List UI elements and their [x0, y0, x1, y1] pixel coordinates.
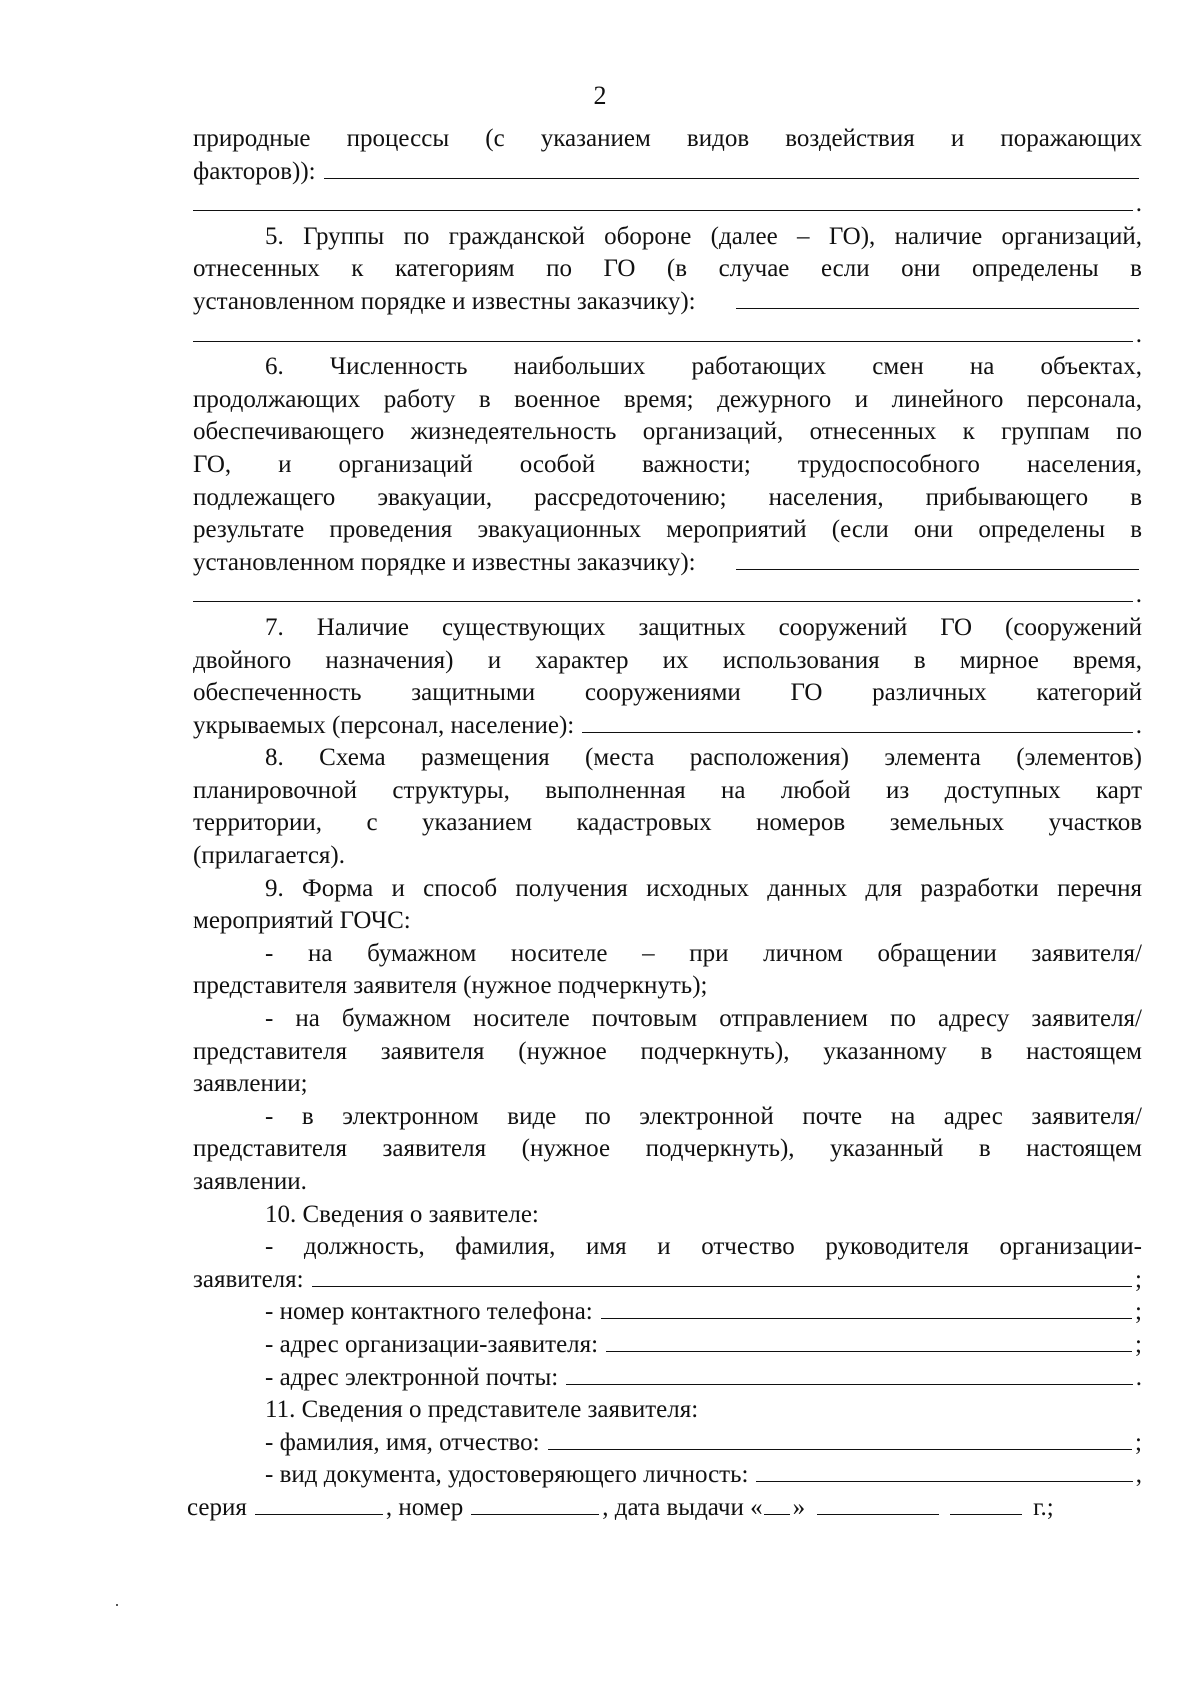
paragraph-6-line-1: 6. Численность наибольших работающих смен на объектах,	[265, 353, 1142, 381]
paragraph-7-line-1: 7. Наличие существующих защитных сооружений ГО (сооружений	[265, 613, 1142, 641]
paragraph-7-label: укрываемых (персонал, население):	[193, 711, 575, 739]
paragraph-6-line-7	[193, 547, 1142, 580]
number-label: , номер	[385, 1493, 464, 1521]
delivery-option-paper-mail-cont: представителя заявителя (нужное подчеркнуть), указанному в настоящем	[193, 1037, 1142, 1065]
paragraph-8-line-4: (прилагается).	[193, 842, 346, 870]
end-mark: .	[1135, 581, 1142, 609]
page-number: 2	[593, 81, 607, 110]
paragraph-7-line-3: обеспеченность защитными сооружениями ГО различных категорий	[193, 679, 1142, 707]
separator: ,	[1135, 1461, 1142, 1489]
paragraph-6-line-2: продолжающих работу в военное время; дежурного и линейного персонала,	[193, 385, 1142, 413]
issue-date-label: , дата выдачи «	[602, 1493, 763, 1521]
end-mark: .	[1135, 190, 1142, 218]
email-label: - адрес электронной почты:	[265, 1363, 559, 1391]
civil-defense-groups-field[interactable]	[736, 286, 1139, 309]
paragraph-6-line-6: результате проведения эвакуационных мероприятий (если они определены в	[193, 516, 1142, 544]
paragraph-5-line-3	[193, 286, 1142, 319]
delivery-option-paper-mail: - на бумажном носителе почтовым отправлением по адресу заявителя/	[265, 1005, 1142, 1033]
paragraph-9-line-1: 9. Форма и способ получения исходных данных для разработки перечня	[265, 874, 1142, 902]
paragraph-9-line-2: мероприятий ГОЧС:	[193, 907, 411, 935]
paragraph-5-line-1: 5. Группы по гражданской обороне (далее – ГО), наличие организаций,	[265, 222, 1142, 250]
paragraph-7-line-2: двойного назначения) и характер их использования в мирное время,	[193, 646, 1142, 674]
delivery-option-email-cont: представителя заявителя (нужное подчеркнуть), указанный в настоящем	[193, 1135, 1142, 1163]
phone-field[interactable]	[601, 1296, 1132, 1319]
paragraph-4-line-3	[193, 188, 1142, 221]
delivery-option-paper-personal-cont: представителя заявителя (нужное подчеркнуть);	[193, 972, 708, 1000]
year-suffix: г.;	[1033, 1493, 1054, 1521]
series-field[interactable]	[255, 1492, 383, 1515]
natural-processes-field[interactable]	[324, 156, 1139, 179]
separator: ;	[1135, 1265, 1142, 1293]
paragraph-8-line-3: территории, с указанием кадастровых номеров земельных участков	[193, 809, 1142, 837]
series-label: серия	[187, 1493, 247, 1521]
head-name-field[interactable]	[312, 1264, 1132, 1287]
paragraph-10-head-line-1: - должность, фамилия, имя и отчество руководителя организации-	[265, 1233, 1142, 1261]
paragraph-4-label: факторов)):	[193, 157, 316, 185]
id-document-field[interactable]	[756, 1459, 1132, 1482]
paragraph-6-line-4: ГО, и организаций особой важности; трудоспособного населения,	[193, 450, 1142, 478]
email-field[interactable]	[566, 1362, 1133, 1385]
paragraph-10-phone-row	[193, 1296, 1142, 1329]
paragraph-6-line-3: обеспечивающего жизнедеятельность организаций, отнесенных к группам по	[193, 418, 1142, 446]
paragraph-4-line-2	[193, 156, 1142, 189]
paragraph-11-series-row	[187, 1492, 1142, 1525]
shift-numbers-field-continued[interactable]	[193, 579, 1133, 602]
shift-numbers-field[interactable]	[736, 547, 1139, 570]
end-mark: .	[1135, 1363, 1142, 1391]
paragraph-11-heading: 11. Сведения о представителе заявителя:	[265, 1396, 699, 1424]
quote-close: »	[792, 1493, 806, 1521]
representative-name-label: - фамилия, имя, отчество:	[265, 1428, 540, 1456]
head-label: заявителя:	[193, 1265, 304, 1293]
number-field[interactable]	[471, 1492, 599, 1515]
separator: ;	[1135, 1298, 1142, 1326]
address-label: - адрес организации-заявителя:	[265, 1330, 599, 1358]
end-mark: .	[1135, 320, 1142, 348]
paragraph-10-heading: 10. Сведения о заявителе:	[265, 1200, 539, 1228]
address-field[interactable]	[606, 1329, 1132, 1352]
delivery-option-email: - в электронном виде по электронной почте на адрес заявителя/	[265, 1102, 1142, 1130]
paragraph-8-line-1: 8. Схема размещения (места расположения) элемента (элементов)	[265, 744, 1142, 772]
civil-defense-groups-field-continued[interactable]	[193, 319, 1133, 342]
issue-month-field[interactable]	[817, 1492, 939, 1515]
paragraph-6-line-8	[193, 579, 1142, 612]
separator: ;	[1135, 1330, 1142, 1358]
paragraph-10-email-row	[193, 1362, 1142, 1395]
paragraph-8-line-2: планировочной структуры, выполненная на любой из доступных карт	[193, 776, 1142, 804]
representative-name-field[interactable]	[548, 1427, 1132, 1450]
paragraph-7-line-4	[193, 710, 1142, 743]
paragraph-5-line-4	[193, 319, 1142, 352]
paragraph-10-head-line-2	[193, 1264, 1142, 1297]
paragraph-6-line-5: подлежащего эвакуации, рассредоточению; населения, прибывающего в	[193, 483, 1142, 511]
delivery-option-paper-mail-cont-2: заявлении;	[193, 1070, 308, 1098]
paragraph-11-doc-row	[193, 1459, 1142, 1492]
paragraph-6-label: установленном порядке и известны заказчику):	[193, 548, 696, 576]
paragraph-10-address-row	[193, 1329, 1142, 1362]
end-mark: .	[1135, 711, 1142, 739]
phone-label: - номер контактного телефона:	[265, 1298, 593, 1326]
paragraph-11-name-row	[193, 1427, 1142, 1460]
shelters-field[interactable]	[582, 710, 1133, 733]
issue-day-field[interactable]	[764, 1492, 790, 1515]
paragraph-4-line-1: природные процессы (с указанием видов воздействия и поражающих	[193, 125, 1142, 152]
paragraph-5-label: установленном порядке и известны заказчику):	[193, 287, 696, 315]
scan-speck	[116, 1604, 118, 1606]
delivery-option-email-cont-2: заявлении.	[193, 1168, 307, 1195]
natural-processes-field-continued[interactable]	[193, 188, 1133, 211]
document-body	[187, 123, 1142, 1525]
delivery-option-paper-personal: - на бумажном носителе – при личном обращении заявителя/	[265, 939, 1142, 967]
paragraph-5-line-2: отнесенных к категориям по ГО (в случае если они определены в	[193, 255, 1142, 283]
issue-year-field[interactable]	[950, 1492, 1022, 1515]
id-document-label: - вид документа, удостоверяющего личность:	[265, 1461, 749, 1489]
separator: ;	[1135, 1428, 1142, 1456]
